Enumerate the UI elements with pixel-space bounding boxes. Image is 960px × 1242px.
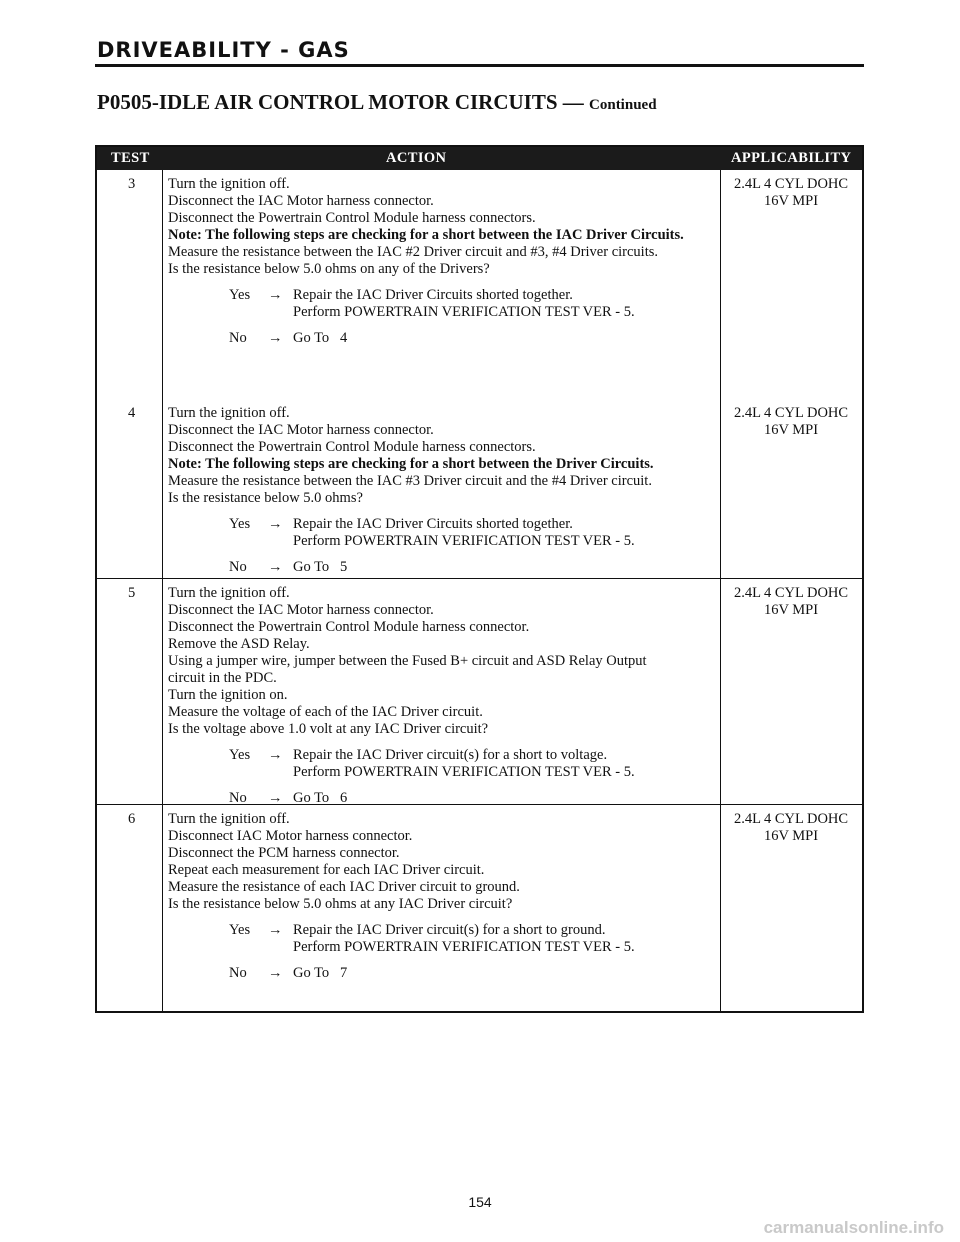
yes-outcome [168,516,717,550]
no-label: No [229,559,247,575]
test-number: 6 [128,811,136,827]
action-cell [168,585,717,807]
page-heading-main: P0505-IDLE AIR CONTROL MOTOR CIRCUITS — [97,90,584,114]
yes-result-text: Repair the IAC Driver Circuits shorted together. [293,287,573,303]
action-step: Disconnect the Powertrain Control Module harness connectors. [168,210,536,226]
applicability-text: 16V MPI [763,193,819,209]
right-arrow-icon: → [268,330,283,346]
no-result-text: Go To 4 [293,330,348,346]
action-step: Disconnect IAC Motor harness connector. [168,828,413,844]
action-step: Is the resistance below 5.0 ohms at any IAC Driver circuit? [168,896,513,912]
applicability-text: 16V MPI [763,422,819,438]
action-cell [168,811,717,982]
action-step: circuit in the PDC. [168,670,277,686]
action-step: Disconnect the PCM harness connector. [168,845,400,861]
section-divider [95,64,864,67]
yes-label: Yes [229,922,251,938]
action-step: Remove the ASD Relay. [168,636,310,652]
applicability-cell [722,405,860,439]
watermark: carmanualsonline.info [763,1218,944,1237]
action-step: Turn the ignition off. [168,585,290,601]
applicability-text: 2.4L 4 CYL DOHC [733,405,849,421]
yes-outcome [168,747,717,781]
header-test: TEST [111,150,150,166]
action-step: Repeat each measurement for each IAC Driver circuit. [168,862,485,878]
yes-result-text: Repair the IAC Driver circuit(s) for a short to voltage. [293,747,608,763]
action-step: Disconnect the Powertrain Control Module harness connector. [168,619,530,635]
action-step: Disconnect the IAC Motor harness connector. [168,602,434,618]
action-step: Is the voltage above 1.0 volt at any IAC Driver circuit? [168,721,489,737]
action-step: Measure the resistance of each IAC Driver circuit to ground. [168,879,520,895]
test-number: 5 [128,585,136,601]
applicability-text: 2.4L 4 CYL DOHC [733,811,849,827]
yes-result-text: Repair the IAC Driver Circuits shorted together. [293,516,573,532]
table-header [97,147,862,170]
action-step: Measure the resistance between the IAC #3 Driver circuit and the #4 Driver circuit. [168,473,652,489]
no-result-text: Go To 7 [293,965,348,981]
right-arrow-icon: → [268,747,283,763]
action-cell [168,176,717,347]
right-arrow-icon: → [268,922,283,938]
applicability-text: 16V MPI [763,828,819,844]
no-result-text: Go To 5 [293,559,348,575]
action-step: Turn the ignition off. [168,176,290,192]
no-label: No [229,965,247,981]
applicability-cell [722,811,860,845]
action-step: Disconnect the Powertrain Control Module harness connectors. [168,439,536,455]
applicability-text: 16V MPI [763,602,819,618]
right-arrow-icon: → [268,965,283,981]
section-title: DRIVEABILITY - GAS [97,38,350,62]
right-arrow-icon: → [268,516,283,532]
no-result-text: Go To 6 [293,790,348,806]
yes-label: Yes [229,287,251,303]
yes-result-text: Repair the IAC Driver circuit(s) for a short to ground. [293,922,606,938]
no-outcome [168,790,717,807]
page-heading [97,90,657,115]
action-step: Using a jumper wire, jumper between the Fused B+ circuit and ASD Relay Output [168,653,647,669]
page-heading-continued: Continued [589,97,657,113]
test-number: 4 [128,405,136,421]
column-divider [720,170,721,1011]
yes-label: Yes [229,747,251,763]
action-note: Note: The following steps are checking for a short between the IAC Driver Circuits. [168,227,684,243]
action-step: Disconnect the IAC Motor harness connector. [168,422,434,438]
yes-outcome [168,287,717,321]
test-number: 3 [128,176,136,192]
action-step: Disconnect the IAC Motor harness connector. [168,193,434,209]
no-outcome [168,330,717,347]
action-step: Is the resistance below 5.0 ohms on any of the Drivers? [168,261,490,277]
no-label: No [229,790,247,806]
action-step: Measure the resistance between the IAC #2 Driver circuit and #3, #4 Driver circuits. [168,244,659,260]
yes-result-text: Perform POWERTRAIN VERIFICATION TEST VER - 5. [293,304,635,320]
column-divider [162,170,163,1011]
action-step: Turn the ignition off. [168,811,290,827]
no-label: No [229,330,247,346]
action-cell [168,405,717,576]
applicability-text: 2.4L 4 CYL DOHC [733,176,849,192]
applicability-cell [722,585,860,619]
page-number: 154 [468,1194,492,1210]
action-note: Note: The following steps are checking for a short between the Driver Circuits. [168,456,654,472]
right-arrow-icon: → [268,790,283,806]
diagnostic-table [95,145,864,1013]
yes-result-text: Perform POWERTRAIN VERIFICATION TEST VER - 5. [293,533,635,549]
action-step: Measure the voltage of each of the IAC Driver circuit. [168,704,483,720]
no-outcome [168,965,717,982]
action-step: Turn the ignition on. [168,687,288,703]
row-divider [97,578,862,579]
yes-result-text: Perform POWERTRAIN VERIFICATION TEST VER - 5. [293,764,635,780]
yes-result-text: Perform POWERTRAIN VERIFICATION TEST VER - 5. [293,939,635,955]
header-applicability: APPLICABILITY [731,150,852,166]
no-outcome [168,559,717,576]
header-action: ACTION [386,150,447,166]
applicability-text: 2.4L 4 CYL DOHC [733,585,849,601]
yes-outcome [168,922,717,956]
action-step: Is the resistance below 5.0 ohms? [168,490,363,506]
applicability-cell [722,176,860,210]
right-arrow-icon: → [268,287,283,303]
yes-label: Yes [229,516,251,532]
right-arrow-icon: → [268,559,283,575]
action-step: Turn the ignition off. [168,405,290,421]
